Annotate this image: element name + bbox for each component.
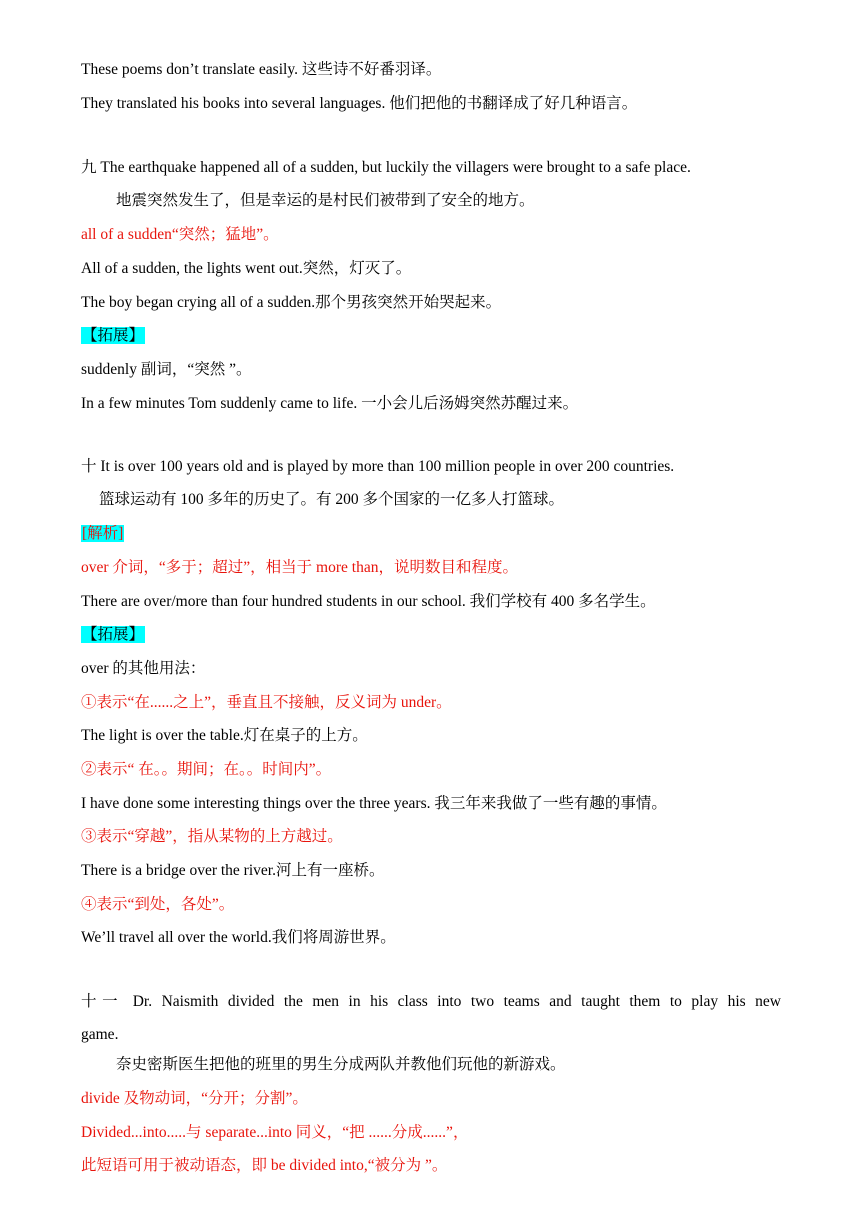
usage-item: ③表示“穿越”，指从某物的上方越过。 [81, 828, 343, 845]
section-heading-9: 九 The earthquake happened all of a sudden, but luckily the villagers were brought to a safe place. [81, 159, 691, 176]
section-translation: 篮球运动有 100 多年的历史了。有 200 多个国家的一亿多人打篮球。 [99, 491, 565, 508]
example-sentence: The boy began crying all of a sudden.那个男孩突然开始哭起来。 [81, 294, 502, 311]
example-sentence: The light is over the table.灯在桌子的上方。 [81, 727, 368, 744]
example-sentence: I have done some interesting things over the three years. 我三年来我做了一些有趣的事情。 [81, 795, 667, 812]
usage-item: ①表示“在......之上”，垂直且不接触，反义词为 under。 [81, 694, 452, 711]
expansion-tag [81, 326, 145, 346]
section-heading-11-cont: game. [81, 1026, 119, 1043]
section-translation: 地震突然发生了，但是幸运的是村民们被带到了安全的地方。 [116, 192, 535, 209]
example-sentence: These poems don’t translate easily. 这些诗不好番羽译。 [81, 61, 442, 78]
analysis-tag-label: [解析] [82, 525, 124, 542]
usage-item: ④表示“到处，各处”。 [81, 896, 235, 913]
expansion-note: suddenly 副词，“突然 ”。 [81, 361, 252, 378]
phrase-explanation: all of a sudden“突然；猛地”。 [81, 226, 279, 243]
expansion-tag [81, 625, 145, 645]
phrase-explanation: 此短语可用于被动语态，即 be divided into,“被分为 ”。 [81, 1157, 448, 1174]
usage-heading: over 的其他用法： [81, 660, 206, 677]
example-sentence: In a few minutes Tom suddenly came to life. 一小会儿后汤姆突然苏醒过来。 [81, 395, 579, 412]
word-explanation: divide 及物动词，“分开；分割”。 [81, 1090, 308, 1107]
example-sentence: We’ll travel all over the world.我们将周游世界。 [81, 929, 396, 946]
example-sentence: There is a bridge over the river.河上有一座桥。 [81, 862, 385, 879]
expansion-tag-label: 【拓展】 [82, 626, 145, 643]
example-sentence: They translated his books into several languages. 他们把他的书翻译成了好几种语言。 [81, 95, 638, 112]
example-sentence: All of a sudden, the lights went out.突然，灯灭了。 [81, 260, 412, 277]
section-heading-11: 十一 Dr. Naismith divided the men in his class into two teams and taught them to play his new [81, 993, 781, 1010]
word-explanation: over 介词，“多于；超过”，相当于 more than，说明数目和程度。 [81, 559, 518, 576]
usage-item: ②表示“ 在。。期间；在。。时间内”。 [81, 761, 332, 778]
section-translation: 奈史密斯医生把他的班里的男生分成两队并教他们玩他的新游戏。 [116, 1056, 566, 1073]
analysis-tag [81, 524, 124, 544]
phrase-explanation: Divided...into.....与 separate...into 同义，“把 ......分成......”， [81, 1124, 469, 1141]
example-sentence: There are over/more than four hundred students in our school. 我们学校有 400 多名学生。 [81, 593, 656, 610]
expansion-tag-label: 【拓展】 [82, 327, 145, 344]
section-heading-10: 十 It is over 100 years old and is played by more than 100 million people in over 200 countries. [81, 458, 675, 475]
